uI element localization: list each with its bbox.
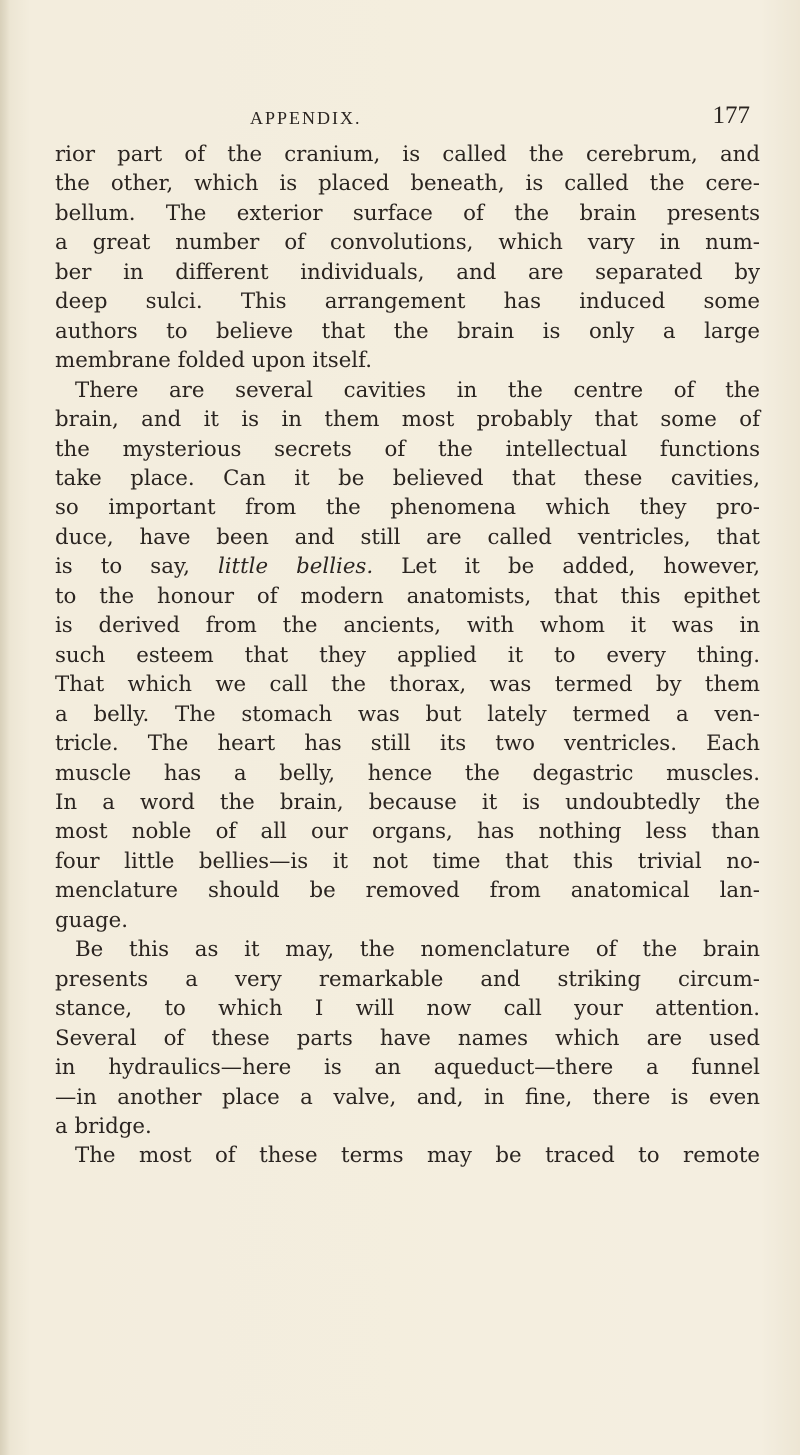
text-fragment: is to say, <box>55 554 218 580</box>
text-line: membrane folded upon itself. <box>55 348 373 374</box>
text-line: Several of these parts have names which are used <box>55 1025 760 1051</box>
text-line: guage. <box>55 907 129 933</box>
text-line: That which we call the thorax, was termed by them <box>55 672 760 698</box>
text-line: in hydraulics—here is an aqueduct—there a funnel <box>55 1055 760 1081</box>
text-line: so important from the phenomena which they pro- <box>55 495 760 521</box>
text-line: a great number of convolutions, which vary in num- <box>55 230 760 256</box>
text-line: —in another place a valve, and, in fine, there is even <box>55 1084 760 1110</box>
page-header <box>250 102 750 136</box>
text-line: The most of these terms may be traced to remote <box>75 1143 760 1169</box>
text-fragment: Let it be added, however, <box>373 554 760 580</box>
text-line: stance, to which I will now call your attention. <box>55 996 760 1022</box>
text-line: the mysterious secrets of the intellectual functions <box>55 436 760 462</box>
text-line: ber in different individuals, and are separated by <box>55 259 760 285</box>
page-gutter-shadow <box>0 0 10 1455</box>
text-line: such esteem that they applied it to every thing. <box>55 642 760 668</box>
text-line: Be this as it may, the nomenclature of the brain <box>75 937 760 963</box>
text-line: four little bellies—is it not time that this trivial no- <box>55 848 760 874</box>
text-line: a bridge. <box>55 1113 152 1139</box>
text-line: muscle has a belly, hence the degastric muscles. <box>55 760 760 786</box>
text-line: There are several cavities in the centre of the <box>75 377 760 403</box>
text-line: menclature should be removed from anatomical lan- <box>55 878 760 904</box>
italic-phrase: little bellies. <box>217 554 374 580</box>
text-line: bellum. The exterior surface of the brain presents <box>55 200 760 226</box>
text-line: to the honour of modern anatomists, that this epithet <box>55 583 760 609</box>
text-line: tricle. The heart has still its two ventricles. Each <box>55 731 760 757</box>
text-line: a belly. The stomach was but lately termed a ven- <box>55 701 760 727</box>
text-line: rior part of the cranium, is called the cerebrum, and <box>55 142 760 167</box>
text-line: deep sulci. This arrangement has induced some <box>55 289 760 315</box>
text-line: presents a very remarkable and striking circum- <box>55 966 760 992</box>
text-line: brain, and it is in them most probably that some of <box>55 407 760 433</box>
text-line: the other, which is placed beneath, is called the cere- <box>55 171 760 197</box>
text-line: most noble of all our organs, has nothing less than <box>55 819 760 845</box>
text-line: In a word the brain, because it is undoubtedly the <box>55 789 760 815</box>
text-line-mixed <box>55 552 760 581</box>
running-head: APPENDIX. <box>250 108 362 128</box>
text-line: authors to believe that the brain is only a large <box>55 318 760 344</box>
page-number: 177 <box>712 102 750 129</box>
text-line: take place. Can it be believed that these cavities, <box>55 465 760 491</box>
body-text <box>55 140 760 1171</box>
text-line: duce, have been and still are called ventricles, that <box>55 524 760 550</box>
text-line: is derived from the ancients, with whom it was in <box>55 613 760 639</box>
